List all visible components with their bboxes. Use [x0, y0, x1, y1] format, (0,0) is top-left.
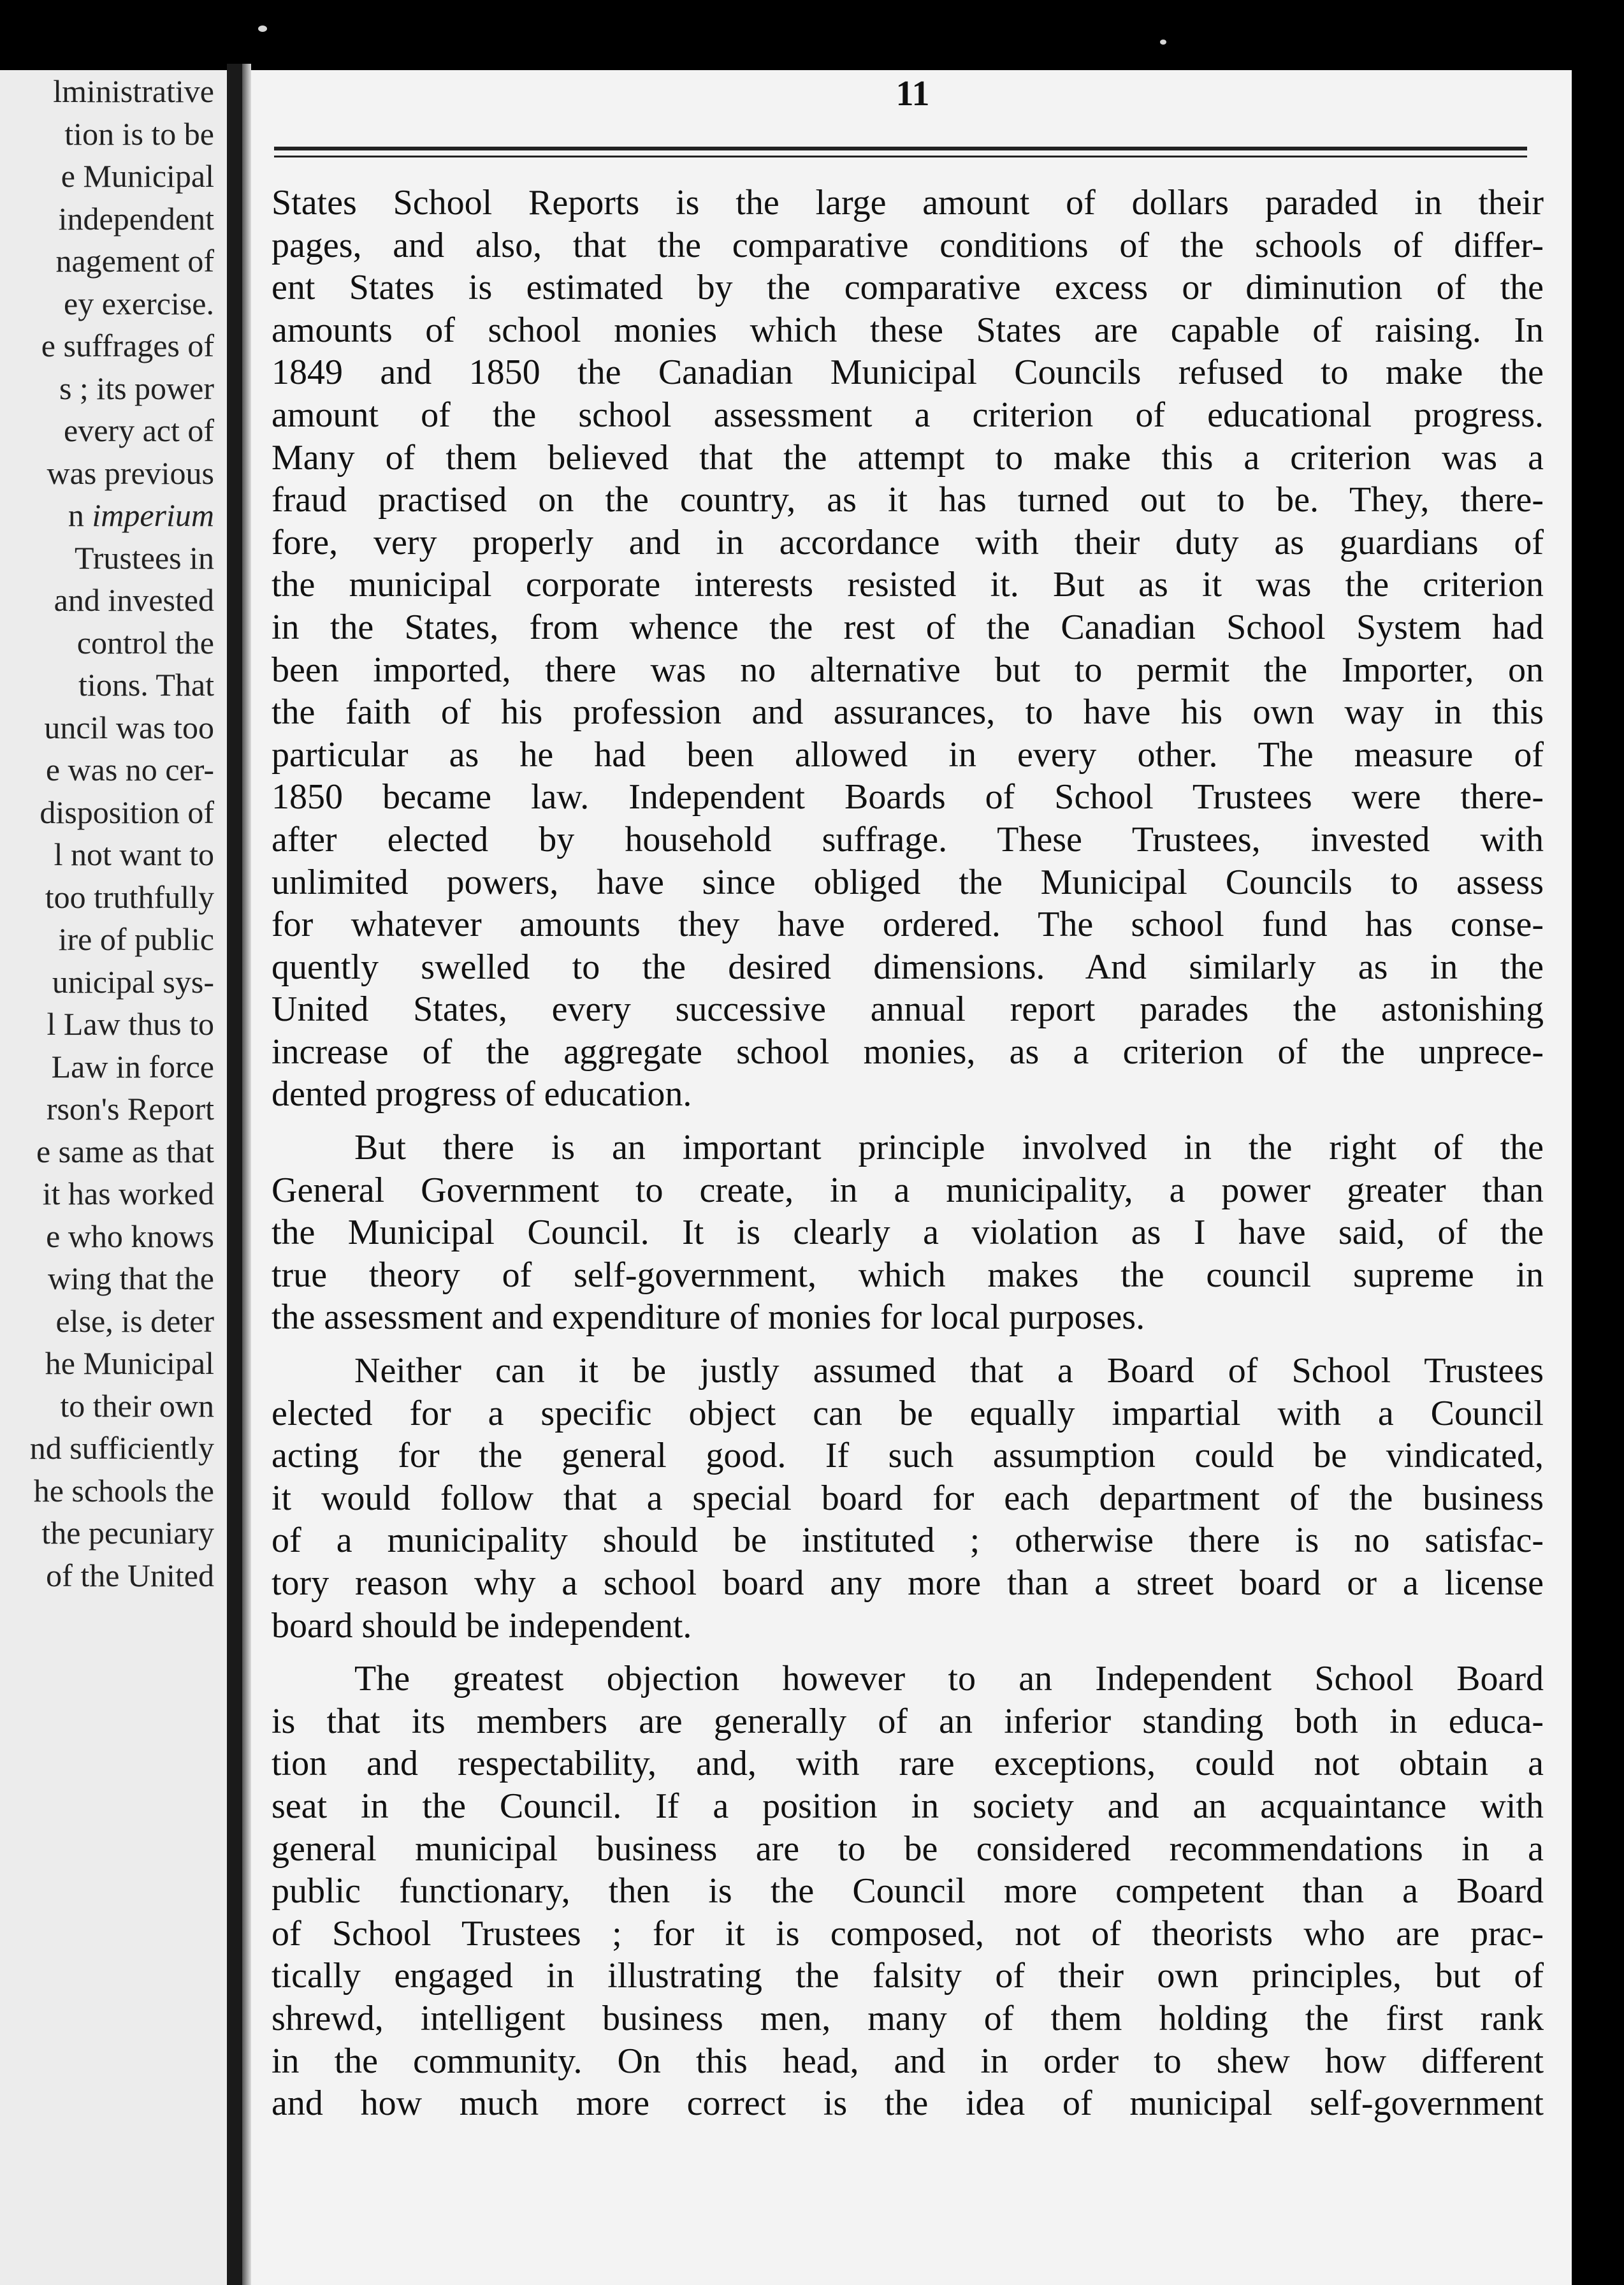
text-line: is that its members are generally of an inferior standing both in educa-	[272, 1701, 1544, 1741]
left-page-line: tions. That	[78, 667, 214, 703]
text-line: quently swelled to the desired dimensions. And similarly as in the	[272, 947, 1544, 987]
scan-speck	[258, 26, 267, 32]
left-page-line: it has worked	[42, 1176, 214, 1211]
text-line: Many of them believed that the attempt to make this a criterion was a	[272, 437, 1544, 478]
text-line: General Government to create, in a municipality, a power greater than	[272, 1170, 1544, 1210]
left-page-line: disposition of	[40, 794, 214, 830]
left-page-line: too truthfully	[45, 879, 214, 915]
text-line: fore, very properly and in accordance with their duty as guardians of	[272, 522, 1544, 562]
left-page-line: he schools the	[33, 1472, 214, 1508]
text-line: after elected by household suffrage. These Trustees, invested with	[272, 819, 1544, 859]
left-page-line: was previous	[47, 455, 214, 491]
left-page-line: tion is to be	[64, 115, 214, 152]
text-line: States School Reports is the large amount of dollars paraded in their	[272, 183, 1544, 223]
left-page-line: control the	[76, 624, 214, 661]
left-page-line: ey exercise.	[64, 285, 214, 321]
text-line: particular as he had been allowed in every other. The measure of	[272, 734, 1544, 775]
paragraph	[272, 182, 1544, 1116]
left-page-fragment	[0, 70, 227, 2285]
text-line: pages, and also, that the comparative conditions of the schools of differ-	[272, 225, 1544, 265]
text-line: United States, every successive annual report parades the astonishing	[272, 989, 1544, 1030]
left-page-line: e who knows	[46, 1218, 214, 1254]
text-line: the Municipal Council. It is clearly a violation as I have said, of the	[272, 1213, 1544, 1253]
left-page-line: he Municipal	[45, 1345, 214, 1381]
header-rule	[274, 147, 1527, 150]
book-spine	[227, 64, 242, 2285]
left-page-line: Trustees in	[74, 539, 214, 576]
text-line: of a municipality should be instituted ; otherwise there is no satisfac-	[272, 1521, 1544, 1561]
text-line: board should be independent.	[272, 1605, 692, 1646]
left-page-line: e was no cer-	[45, 752, 214, 787]
left-page-text	[0, 70, 214, 1596]
left-page-line: e suffrages of	[41, 328, 214, 363]
text-line: amount of the school assessment a criterion of educational progress.	[272, 395, 1544, 435]
text-line: Neither can it be justly assumed that a Board of School Trustees	[354, 1351, 1544, 1391]
text-line: tion and respectability, and, with rare exceptions, could not obtain a	[272, 1744, 1544, 1784]
paragraph	[272, 1127, 1544, 1339]
left-page-line: Law in force	[51, 1048, 214, 1084]
left-page-line: every act of	[64, 412, 214, 448]
left-page-line: nd sufficiently	[29, 1430, 214, 1466]
left-page-line: nagement of	[55, 243, 214, 279]
text-line: in the community. On this head, and in order to shew how different	[272, 2041, 1544, 2081]
left-page-line: unicipal sys-	[52, 963, 214, 1000]
text-line: ent States is estimated by the comparative excess or diminution of the	[272, 268, 1544, 308]
text-line: 1849 and 1850 the Canadian Municipal Councils refused to make the	[272, 353, 1544, 393]
left-page-line: else, is deter	[55, 1303, 214, 1339]
text-line: fraud practised on the country, as it has turned out to be. They, there-	[272, 480, 1544, 520]
text-line: unlimited powers, have since obliged the Municipal Councils to assess	[272, 862, 1544, 902]
text-line: amounts of school monies which these States are capable of raising. In	[272, 310, 1544, 350]
text-line: been imported, there was no alternative but to permit the Importer, on	[272, 650, 1544, 690]
text-line: seat in the Council. If a position in society and an acquaintance with	[272, 1786, 1544, 1826]
text-line: shrewd, intelligent business men, many of them holding the first rank	[272, 1998, 1544, 2038]
page-body-text	[272, 182, 1544, 2136]
left-page-line: l not want to	[54, 836, 214, 872]
text-line: in the States, from whence the rest of the Canadian School System had	[272, 607, 1544, 647]
header-rule-thin	[274, 156, 1527, 157]
text-line: and how much more correct is the idea of municipal self-government	[272, 2084, 1544, 2124]
page-number: 11	[895, 74, 930, 113]
left-page-line: e same as that	[36, 1133, 214, 1169]
left-page-line: uncil was too	[44, 709, 214, 745]
text-line: But there is an important principle involved in the right of the	[354, 1128, 1544, 1168]
left-page-line: l Law thus to	[47, 1006, 214, 1042]
text-line: of School Trustees ; for it is composed, not of theorists who are prac-	[272, 1913, 1544, 1953]
left-page-line: s ; its power	[59, 370, 214, 406]
text-line: it would follow that a special board for each department of the business	[272, 1478, 1544, 1518]
left-page-line: of the United	[46, 1557, 214, 1593]
text-line: the faith of his profession and assurances, to have his own way in this	[272, 692, 1544, 733]
left-page-line: independent	[58, 200, 214, 237]
text-line: tory reason why a school board any more than a street board or a license	[272, 1563, 1544, 1603]
text-line: tically engaged in illustrating the falsity of their own principles, but of	[272, 1956, 1544, 1996]
left-page-line: the pecuniary	[41, 1515, 214, 1551]
paragraph	[272, 1658, 1544, 2125]
paragraph	[272, 1350, 1544, 1647]
text-line: dented progress of education.	[272, 1074, 692, 1114]
left-page-line: wing that the	[47, 1260, 214, 1296]
text-line: the municipal corporate interests resisted it. But as it was the criterion	[272, 565, 1544, 605]
scan-speck	[1160, 40, 1166, 45]
text-line: general municipal business are to be considered recommendations in a	[272, 1829, 1544, 1869]
text-line: true theory of self-government, which makes the council supreme in	[272, 1255, 1544, 1295]
left-page-line: n imperium	[68, 497, 214, 533]
text-line: The greatest objection however to an Independent School Board	[354, 1659, 1544, 1699]
spine-shadow	[242, 64, 251, 2285]
text-line: 1850 became law. Independent Boards of School Trustees were there-	[272, 777, 1544, 817]
text-line: increase of the aggregate school monies, as a criterion of the unprece-	[272, 1032, 1544, 1072]
text-line: acting for the general good. If such assumption could be vindicated,	[272, 1436, 1544, 1476]
left-page-line: rson's Report	[46, 1091, 214, 1127]
left-page-line: ire of public	[58, 921, 214, 957]
text-line: public functionary, then is the Council more competent than a Board	[272, 1871, 1544, 1911]
left-page-line: lministrative	[53, 73, 214, 109]
text-line: elected for a specific object can be equally impartial with a Council	[272, 1393, 1544, 1433]
text-line: the assessment and expenditure of monies for local purposes.	[272, 1297, 1145, 1338]
left-page-line: and invested	[54, 582, 214, 618]
left-page-line: to their own	[60, 1387, 214, 1424]
left-page-line: e Municipal	[61, 158, 214, 194]
text-line: for whatever amounts they have ordered. The school fund has conse-	[272, 905, 1544, 945]
